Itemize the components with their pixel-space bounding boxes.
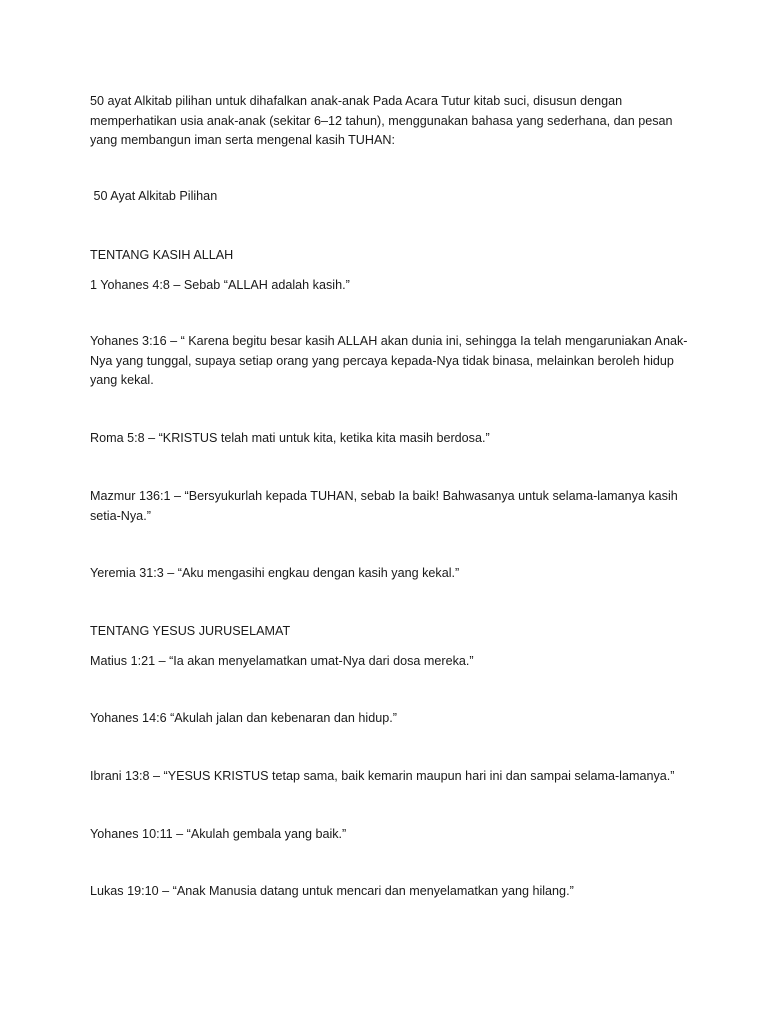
verse-yeremia-31-3: Yeremia 31:3 – “Aku mengasihi engkau dengan kasih yang kekal.” (90, 566, 460, 580)
verse-matius-1-21: Matius 1:21 – “Ia akan menyelamatkan umat-Nya dari dosa mereka.” (90, 654, 474, 668)
verse-roma-5-8: Roma 5:8 – “KRISTUS telah mati untuk kita, ketika kita masih berdosa.” (90, 431, 490, 445)
section-heading-yesus-juruselamat: TENTANG YESUS JURUSELAMAT (90, 624, 291, 638)
verse-ibrani-13-8: Ibrani 13:8 – “YESUS KRISTUS tetap sama, baik kemarin maupun hari ini dan sampai selama-lamanya.” (90, 769, 675, 783)
verse-yohanes-3-16: Yohanes 3:16 – “ Karena begitu besar kasih ALLAH akan dunia ini, sehingga Ia telah mengaruniakan Anak-Nya yang tunggal, supaya setiap orang yang percaya kepada-Nya tidak binasa, melainkan beroleh hidup yang kekal. (90, 334, 688, 387)
verse-yohanes-14-6: Yohanes 14:6 “Akulah jalan dan kebenaran dan hidup.” (90, 711, 397, 725)
section-heading-kasih-allah: TENTANG KASIH ALLAH (90, 248, 234, 262)
verse-1-yohanes-4-8: 1 Yohanes 4:8 – Sebab “ALLAH adalah kasih.” (90, 278, 350, 292)
intro-paragraph: 50 ayat Alkitab pilihan untuk dihafalkan anak-anak Pada Acara Tutur kitab suci, disusun dengan memperhatikan usia anak-anak (sekitar 6–12 tahun), menggunakan bahasa yang sederhana, dan pesan yang membangun iman serta mengenal kasih TUHAN: (90, 94, 677, 147)
verse-mazmur-136-1: Mazmur 136:1 – “Bersyukurlah kepada TUHAN, sebab Ia baik! Bahwasanya untuk selama-lamanya kasih setia-Nya.” (90, 489, 682, 523)
verse-lukas-19-10: Lukas 19:10 – “Anak Manusia datang untuk mencari dan menyelamatkan yang hilang.” (90, 884, 574, 898)
verse-yohanes-10-11: Yohanes 10:11 – “Akulah gembala yang baik.” (90, 827, 347, 841)
document-title: 50 Ayat Alkitab Pilihan (90, 189, 218, 203)
